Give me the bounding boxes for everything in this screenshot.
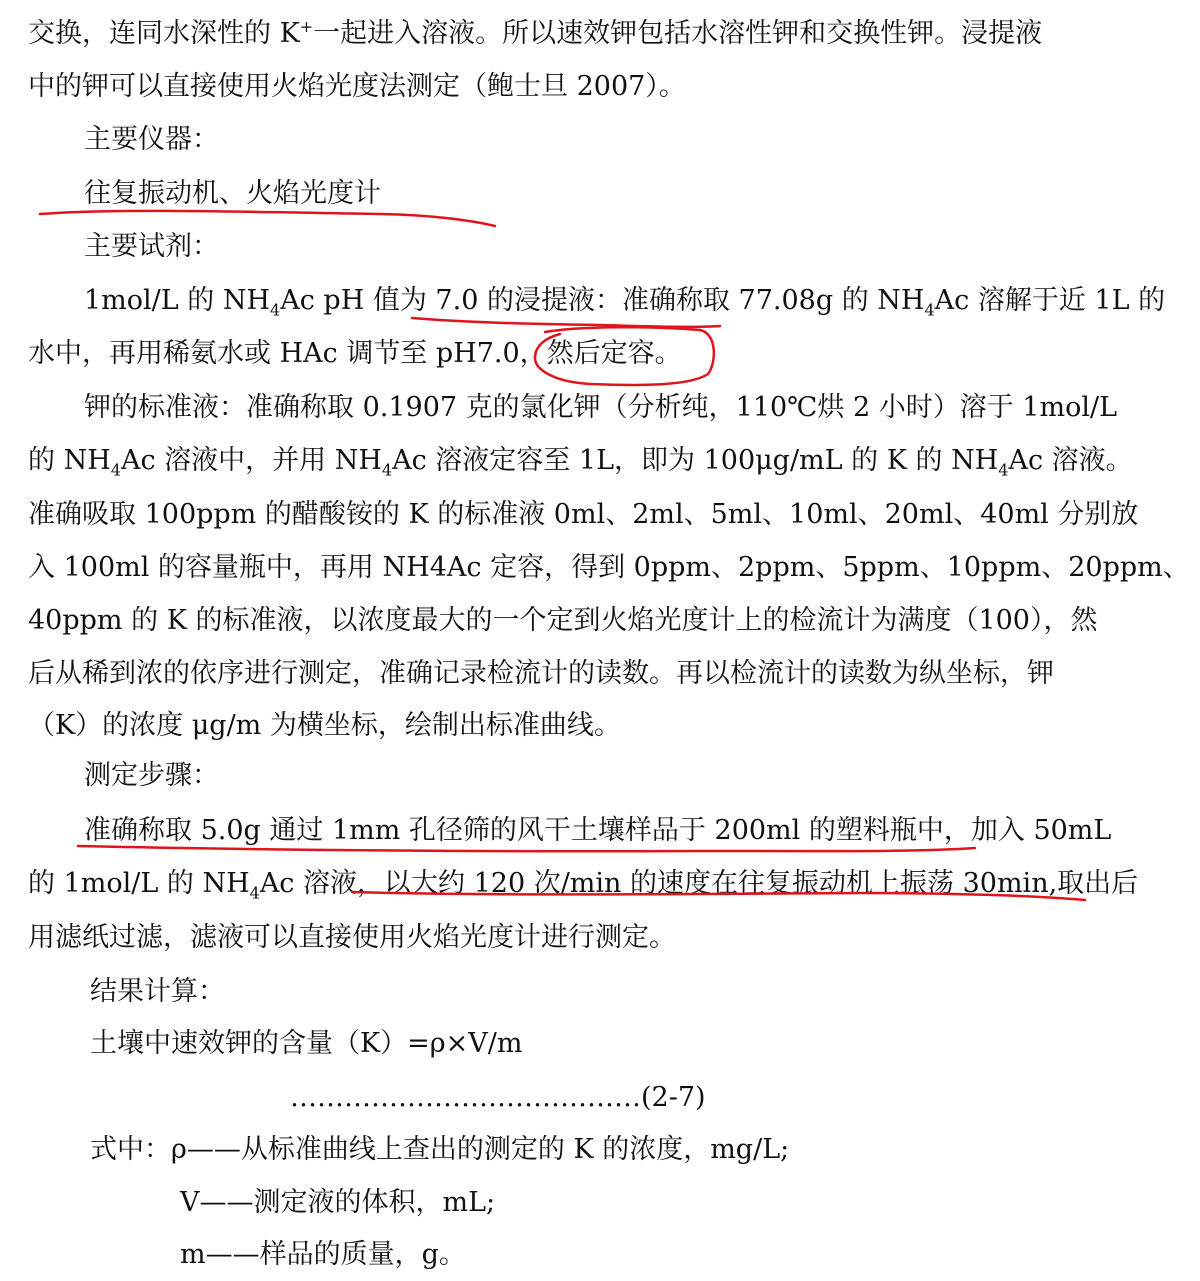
instruments-list: 往复振动机、火焰光度计 xyxy=(84,178,381,209)
text-line: 入 100ml 的容量瓶中，再用 NH4Ac 定容，得到 0ppm、2ppm、5ppm、10ppm、20ppm、 xyxy=(28,552,1190,583)
section-heading-instruments: 主要仪器： xyxy=(84,124,219,155)
text-line: 准确吸取 100ppm 的醋酸铵的 K 的标准液 0ml、2ml、5ml、10ml、20ml、40ml 分别放 xyxy=(28,499,1139,530)
text-line: 的 1mol/L 的 $NH_4Ac$ 溶液，以大约 120 次/min 的速度在往复振动机上振荡 30min,取出后 xyxy=(28,868,1139,903)
text-line: 准确称取 5.0g 通过 1mm 孔径筛的风干土壤样品于 200ml 的塑料瓶中，加入 50mL xyxy=(84,815,1112,846)
text-line: 后从稀到浓的依序进行测定，准确记录检流计的读数。再以检流计的读数为纵坐标，钾 xyxy=(28,658,1054,689)
text-line: 的 $NH_4Ac$ 溶液中，并用 $NH_4Ac$ 溶液定容至 1L，即为 100μg/mL 的 K 的 $NH_4Ac$ 溶液。 xyxy=(28,445,1133,480)
formula: 土壤中速效钾的含量（K）=ρ×V/m xyxy=(90,1028,523,1059)
section-heading-calculation: 结果计算： xyxy=(90,976,225,1007)
text-line: 钾的标准液：准确称取 0.1907 克的氯化钾（分析纯，110℃烘 2 小时）溶于 1mol/L xyxy=(84,392,1117,423)
variable-definition: m——样品的质量，g。 xyxy=(180,1239,466,1270)
equation-number: …………………………………(2-7) xyxy=(290,1082,706,1113)
variable-definition: 式中：ρ——从标准曲线上查出的测定的 K 的浓度，mg/L; xyxy=(90,1134,790,1165)
variable-definition: V——测定液的体积，mL; xyxy=(180,1187,496,1218)
text-line: 交换，连同水深性的 K+一起进入溶液。所以速效钾包括水溶性钾和交换性钾。浸提液 xyxy=(28,17,1043,49)
text-line: 水中，再用稀氨水或 HAc 调节至 pH7.0，然后定容。 xyxy=(28,338,682,369)
text-line: 1mol/L 的 $NH_4Ac$ pH 值为 7.0 的浸提液：准确称取 77.08g 的 $NH_4Ac$ 溶解于近 1L 的 xyxy=(84,285,1166,320)
text-line: （K）的浓度 μg/m 为横坐标，绘制出标准曲线。 xyxy=(28,710,621,741)
text-line: 中的钾可以直接使用火焰光度法测定（鲍士旦 2007）。 xyxy=(28,71,686,102)
text-line: 用滤纸过滤，滤液可以直接使用火焰光度计进行测定。 xyxy=(28,922,676,953)
section-heading-reagents: 主要试剂： xyxy=(84,231,219,262)
text-line: 40ppm 的 K 的标准液，以浓度最大的一个定到火焰光度计上的检流计为满度（100），然 xyxy=(28,605,1098,636)
section-heading-procedure: 测定步骤： xyxy=(84,760,219,791)
